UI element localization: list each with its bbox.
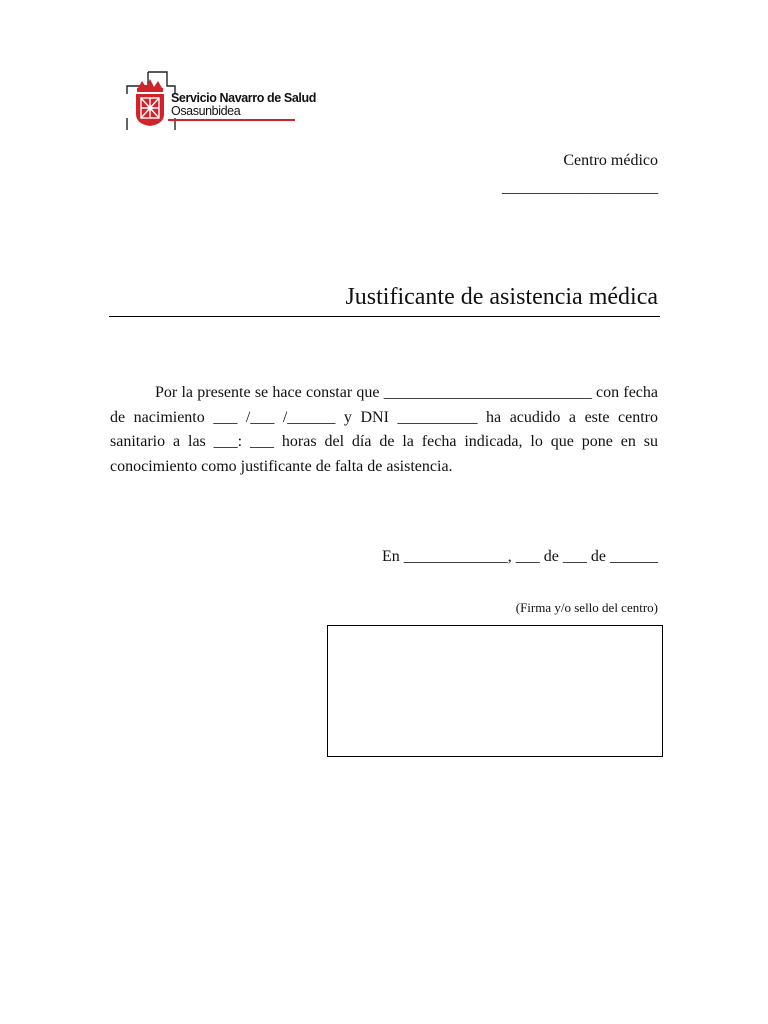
logo-name: Servicio Navarro de Salud	[171, 91, 316, 105]
centro-medico-blank[interactable]: ____________________	[501, 179, 658, 196]
place-date-line[interactable]: En _____________, ___ de ___ de ______	[382, 548, 658, 565]
body-paragraph: Por la presente se hace constar que __________________________ con fecha de nacimiento ___ /___ /______ y DNI __________ ha acudido a este centro sanitario a las ___: ___ horas del día de la fecha indicada, lo que pone en su conocimiento como justificante de falta de asistencia.	[110, 384, 658, 475]
centro-medico-label: Centro médico	[563, 152, 658, 169]
logo-subtitle: Osasunbidea	[171, 104, 241, 118]
title-divider	[109, 316, 660, 317]
body-paragraph-container	[110, 381, 658, 479]
signature-label: (Firma y/o sello del centro)	[515, 600, 658, 615]
logo-underline	[168, 119, 295, 121]
document-title: Justificante de asistencia médica	[345, 284, 658, 310]
signature-box[interactable]	[327, 625, 663, 757]
